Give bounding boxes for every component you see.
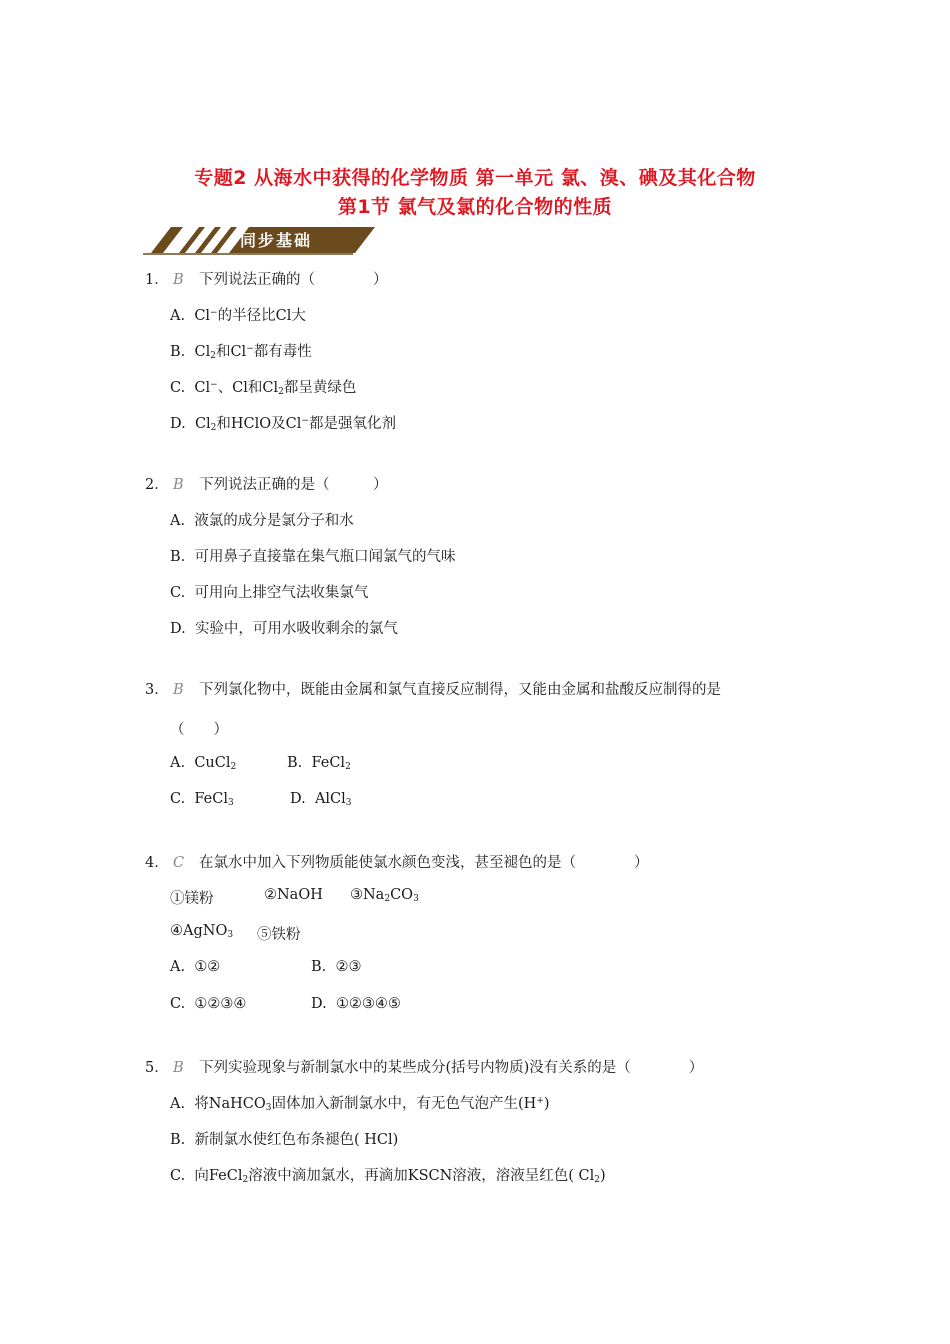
option-c: C. ①②③④ [170, 996, 247, 1012]
question-stem: 在氯水中加入下列物质能使氯水颜色变浅，甚至褪色的是（ ） [199, 855, 649, 871]
question-3 [145, 678, 721, 699]
option-c: C. FeCl$_3$ [170, 791, 234, 808]
item-4: ④AgNO$_3$ [170, 923, 234, 940]
option-b: B. 新制氯水使红色布条褪色( HCl) [170, 1132, 399, 1148]
banner-swoosh-1 [151, 227, 183, 253]
question-number: 2． [145, 477, 169, 493]
item-3: $③Na_2CO_3$ [350, 887, 419, 904]
section-title: 第1节 氯气及氯的化合物的性质 [337, 196, 613, 218]
question-number: 5． [145, 1060, 169, 1076]
option-c: C. 向FeCl$_2$溶液中滴加氯水，再滴加KSCN溶液，溶液呈红色( $Cl_2$) [170, 1168, 606, 1185]
option-d: D. $Cl_2$和HClO及Cl−都是强氧化剂 [170, 416, 396, 433]
question-5 [145, 1056, 703, 1077]
difficulty-level: B [173, 272, 184, 288]
question-number: 3． [145, 682, 169, 698]
question-stem: 下列说法正确的是（ ） [199, 477, 388, 493]
option-b: B. FeCl$_2$ [287, 755, 351, 772]
question-number: 1． [145, 272, 169, 288]
option-a: A. ①② [170, 959, 221, 975]
option-b: B. $Cl_2$和Cl−都有毒性 [170, 344, 312, 361]
difficulty-level: B [173, 477, 184, 493]
option-d: D. ①②③④⑤ [311, 996, 401, 1012]
document-title: 专题2 从海水中获得的化学物质 第一单元 氯、溴、碘及其化合物 [194, 167, 756, 189]
item-5: ⑤铁粉 [257, 927, 301, 943]
question-2 [145, 473, 388, 494]
option-b: B. ②③ [311, 959, 362, 975]
item-1: ①镁粉 [170, 891, 214, 907]
option-d: D. AlCl$_3$ [290, 791, 352, 808]
option-b: B. 可用鼻子直接靠在集气瓶口闻氯气的气味 [170, 549, 456, 565]
option-d: D. 实验中，可用水吸收剩余的氯气 [170, 621, 398, 637]
question-4 [145, 851, 649, 872]
difficulty-level: B [173, 682, 184, 698]
option-a: A. CuCl$_2$ [170, 755, 237, 772]
item-2: ②NaOH [264, 887, 323, 903]
question-stem-continuation: （ ） [170, 722, 228, 738]
option-a: A. Cl−的半径比Cl大 [170, 308, 306, 324]
option-a: A. 将NaHCO$_3$固体加入新制氯水中，有无色气泡产生(H+) [170, 1096, 550, 1113]
question-stem: 下列说法正确的（ ） [199, 272, 388, 288]
question-number: 4． [145, 855, 169, 871]
question-1 [145, 268, 388, 289]
question-stem: 下列实验现象与新制氯水中的某些成分(括号内物质)没有关系的是（ ） [199, 1060, 704, 1076]
option-a: A. 液氯的成分是氯分子和水 [170, 513, 354, 529]
difficulty-level: B [173, 1060, 184, 1076]
option-c: C. 可用向上排空气法收集氯气 [170, 585, 369, 601]
question-stem: 下列氯化物中，既能由金属和氯气直接反应制得，又能由金属和盐酸反应制得的是 [199, 682, 721, 698]
option-c: C. Cl−、Cl和$Cl_2$都呈黄绿色 [170, 380, 357, 397]
banner-label: 同步基础 [240, 231, 313, 250]
difficulty-level: C [173, 855, 185, 871]
